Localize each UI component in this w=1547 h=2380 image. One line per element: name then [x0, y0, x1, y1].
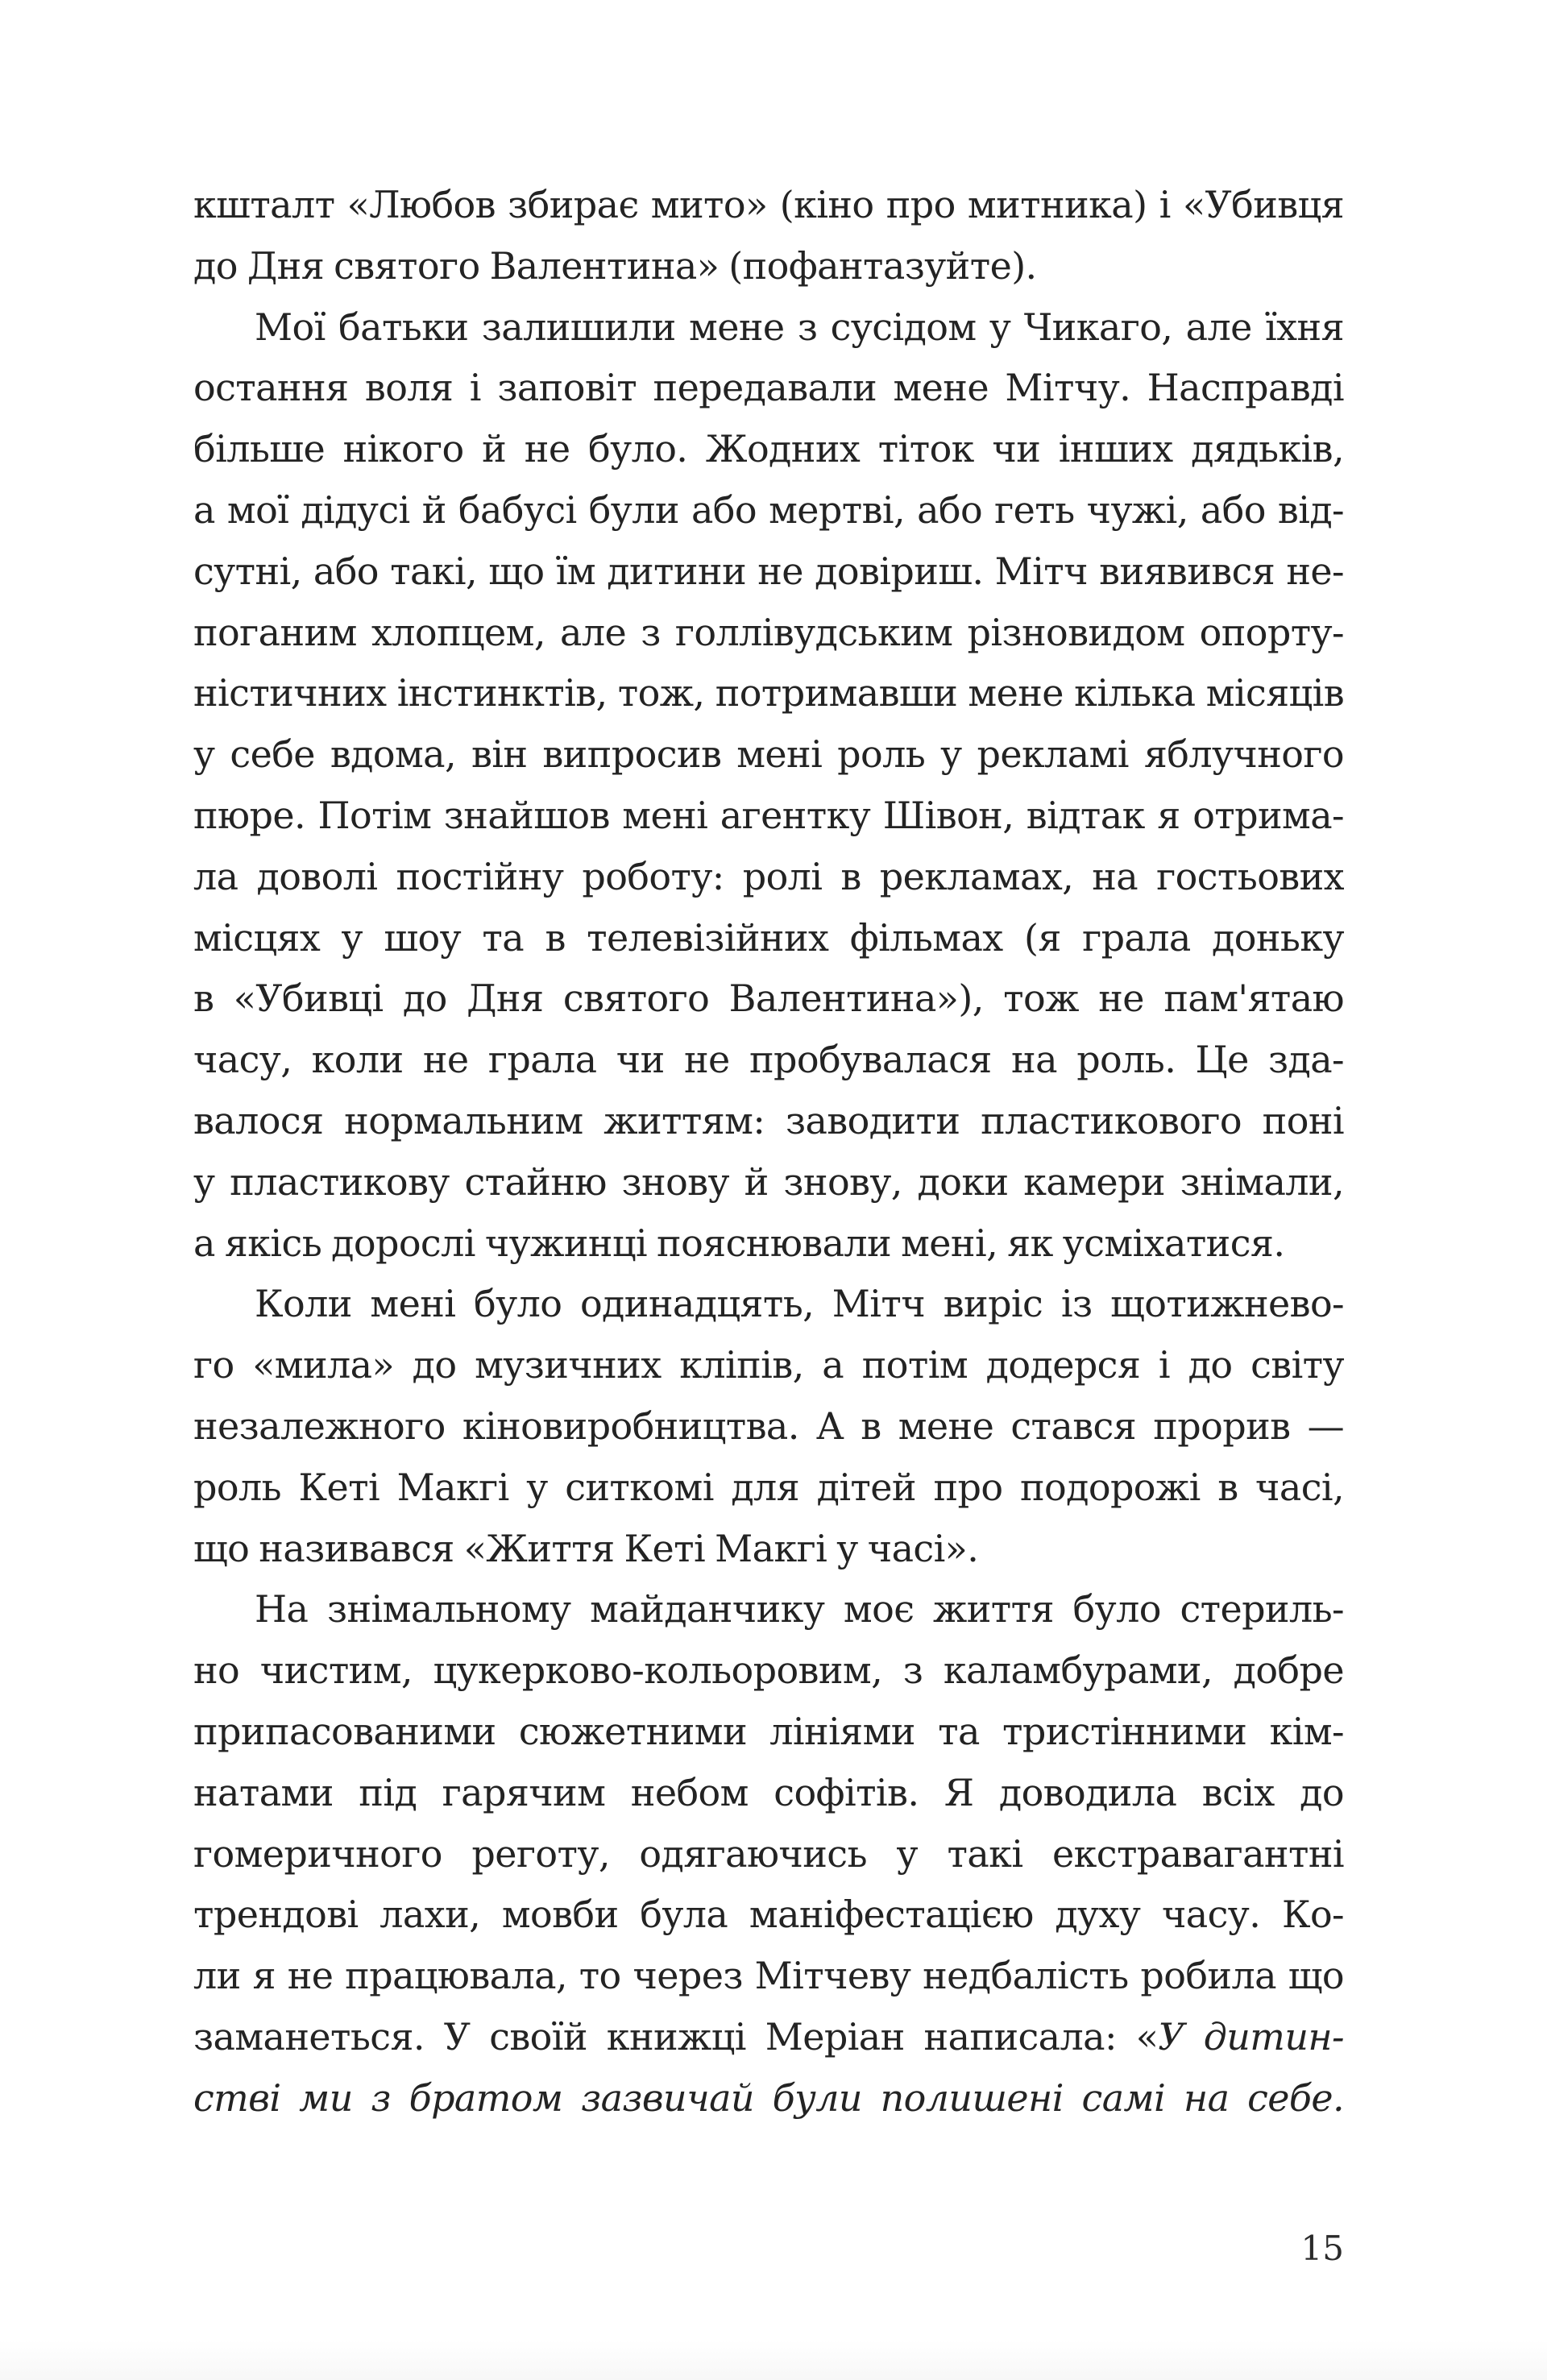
text-line: припасованими сюжетними лініями та тристінними кім-	[193, 1709, 1344, 1753]
text-line: ли я не працювала, то через Мітчеву недбалість робила що	[193, 1954, 1344, 1998]
text-line: натами під гарячим небом софітів. Я доводила всіх до	[193, 1770, 1344, 1814]
text-line: до Дня святого Валентина» (пофантазуйте).	[193, 243, 1037, 288]
text-line: кшталт «Любов збирає мито» (кіно про митника) і «Убивця	[193, 183, 1344, 226]
text-line: валося нормальним життям: заводити пластикового поні	[193, 1098, 1344, 1142]
paragraph-start-line: Коли мені було одинадцять, Мітч виріс із щотижнево-	[255, 1282, 1344, 1326]
paragraph-start-line: Мої батьки залишили мене з сусідом у Чикаго, але їхня	[255, 305, 1344, 349]
paragraph-start-line: На знімальному майданчику моє життя було стериль-	[255, 1587, 1344, 1632]
text-line: трендові лахи, мовби була маніфестацією духу часу. Ко-	[193, 1893, 1344, 1937]
text-line: го «мила» до музичних кліпів, а потім додерся і до світу	[193, 1343, 1344, 1387]
body-text	[193, 175, 1344, 2129]
text-line: у пластикову стайню знову й знову, доки камери знімали,	[193, 1159, 1344, 1204]
quote-italic-part: У дитин-	[1158, 2014, 1344, 2059]
text-line: часу, коли не грала чи не пробувалася на роль. Це зда-	[193, 1038, 1344, 1082]
text-line: більше нікого й не було. Жодних тіток чи інших дядьків,	[193, 427, 1344, 471]
page-number: 15	[1300, 2229, 1344, 2268]
text-line: що називався «Життя Кеті Макгі у часі».	[193, 1526, 979, 1570]
text-line: ністичних інстинктів, тож, потримавши мене кілька місяців	[193, 671, 1344, 715]
text-line: пюре. Потім знайшов мені агентку Шівон, відтак я отрима-	[193, 793, 1344, 837]
text-line: незалежного кіновиробництва. А в мене стався прорив —	[193, 1404, 1344, 1448]
text-line: но чистим, цукерково-кольоровим, з каламбурами, добре	[193, 1648, 1344, 1693]
text-line: ла доволі постійну роботу: ролі в рекламах, на гостьових	[193, 854, 1344, 898]
text-line: а якісь дорослі чужинці пояснювали мені, як усміхатися.	[193, 1221, 1285, 1265]
text-line: роль Кеті Макгі у ситкомі для дітей про подорожі в часі,	[193, 1465, 1344, 1509]
text-line: в «Убивці до Дня святого Валентина»), тож не пам'ятаю	[193, 976, 1344, 1021]
text-line-mixed	[193, 2007, 1344, 2068]
text-line: поганим хлопцем, але з голлівудським різновидом опорту-	[193, 610, 1344, 654]
text-line: гомеричного реготу, одягаючись у такі екстравагантні	[193, 1831, 1344, 1876]
text-line-roman-part: заманеться. У своїй книжці Меріан написала: «	[193, 2014, 1159, 2059]
text-line: а мої дідусі й бабусі були або мертві, або геть чужі, або від-	[193, 487, 1344, 532]
text-line: у себе вдома, він випросив мені роль у рекламі яблучного	[193, 732, 1344, 777]
text-line: остання воля і заповіт передавали мене Мітчу. Насправді	[193, 366, 1344, 410]
text-line: сутні, або такі, що їм дитини не довіриш. Мітч виявився не-	[193, 549, 1344, 593]
text-line: місцях у шоу та в телевізійних фільмах (я грала доньку	[193, 915, 1344, 960]
quote-italic-line: стві ми з братом зазвичай були полишені самі на себе.	[193, 2075, 1344, 2120]
